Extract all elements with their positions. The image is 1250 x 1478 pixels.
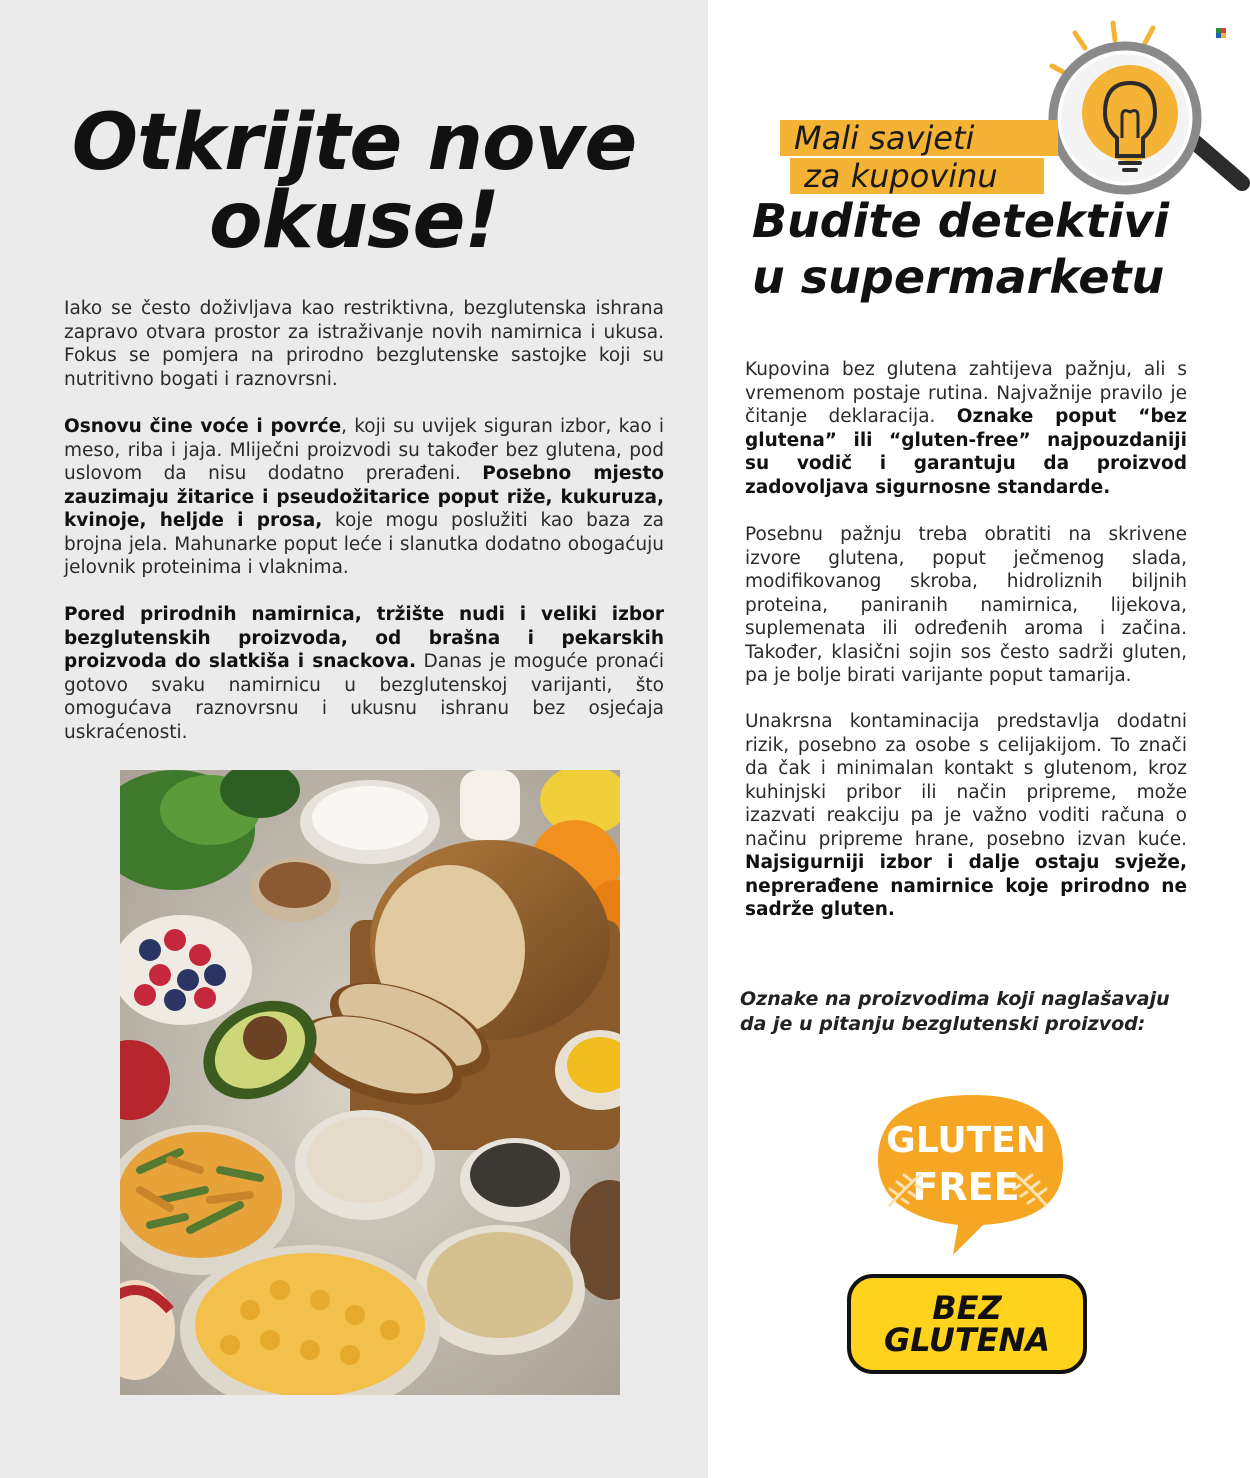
market-bold: Pored prirodnih namirnica, tržište nudi i veliki izbor bezglutenskih proizvoda, od brašna i pekarskih proizvoda do slatkiša i snackova. bbox=[64, 604, 664, 672]
bez-glutena-badge bbox=[847, 1274, 1087, 1374]
basics-bold-2: Posebno mjesto zauzimaju žitarice i pseudožitarice poput riže, kukuruza, kvinoje, heljde i prosa, bbox=[64, 463, 664, 531]
market-text: Danas je moguće pronaći gotovo svaku namirnicu u bezglutenskoj varijanti, što omogućava raznovrsnu i ukusnu ishranu bez osjećaja uskraćenosti. bbox=[64, 651, 665, 743]
gluten-free-badge-icon bbox=[858, 1090, 1068, 1260]
basics-paragraph bbox=[64, 415, 664, 580]
declarations-paragraph bbox=[745, 358, 1187, 499]
food-photo bbox=[120, 770, 620, 1395]
contamination-bold: Najsigurniji izbor i dalje ostaju svježe, neprerađene namirnice koje prirodno ne sadrže gluten. bbox=[745, 852, 1187, 920]
logo-mark-icon bbox=[1216, 28, 1226, 38]
market-paragraph bbox=[64, 603, 664, 744]
basics-text-2: koje mogu poslužiti kao baza za brojna jela. Mahunarke poput leće i slanutka dodatno obogaćuju jelovnik proteinima i vlaknima. bbox=[64, 510, 664, 578]
gluten-free-line2: FREE bbox=[912, 1165, 1020, 1209]
gluten-free-line1: GLUTEN bbox=[886, 1120, 1046, 1161]
bez-glutena-line2: GLUTENA bbox=[883, 1321, 1051, 1359]
bez-glutena-line1: BEZ bbox=[932, 1289, 1002, 1327]
declarations-bold: Oznake poput “bez glutena” ili “gluten-free” najpouzdaniji su vodič i garantuju da proizvod zadovoljava sigurnosne standarde. bbox=[745, 406, 1187, 498]
labels-heading-line1: Oznake na proizvodima koji naglašavaju bbox=[740, 988, 1170, 1010]
section-title-line1: Budite detektivi bbox=[752, 194, 1170, 248]
page-title-line1: Otkrijte nove bbox=[71, 98, 637, 188]
page-title-line2: okuse! bbox=[209, 176, 499, 266]
basics-bold-1: Osnovu čine voće i povrće bbox=[64, 416, 342, 437]
contamination-text: Unakrsna kontaminacija predstavlja dodatni rizik, posebno za osobe s celijakijom. To znači da čak i minimalan kontakt s glutenom, kroz kuhinjski pribor ili način pripreme, može izazvati reakciju pa je važno voditi računa o načinu pripreme hrane, posebno izvan kuće. bbox=[745, 711, 1187, 850]
labels-heading-line2: da je u pitanju bezglutenski proizvod: bbox=[740, 1013, 1146, 1035]
contamination-paragraph bbox=[745, 710, 1187, 922]
intro-paragraph: Iako se često doživljava kao restriktivna, bezglutenska ishrana zapravo otvara prostor za istraživanje novih namirnica i ukusa. Fokus se pomjera na prirodno bezglutenske sastojke koji su nutritivno bogati i raznovrsni. bbox=[64, 298, 664, 390]
declarations-text: Kupovina bez glutena zahtijeva pažnju, ali s vremenom postaje rutina. Najvažnije pravilo je čitanje deklaracija. bbox=[745, 359, 1187, 427]
hidden-sources-paragraph: Posebnu pažnju treba obratiti na skrivene izvore glutena, poput ječmenog slada, modifikovanog skroba, hidroliznih biljnih proteina, paniranih namirnica, lijekova, suplemenata ili određenih aroma i začina. Također, klasični sojin sos često sadrži gluten, pa je bolje birati varijante poput tamarija. bbox=[745, 524, 1187, 686]
basics-text-1: , koji su uvijek siguran izbor, kao i meso, riba i jaja. Mliječni proizvodi su također bez glutena, pod uslovom da nisu dodatno prerađeni. bbox=[64, 416, 664, 484]
tips-tag-line1: Mali savjeti bbox=[780, 120, 1058, 156]
labels-heading bbox=[740, 987, 1210, 1037]
section-title-line2: u supermarketu bbox=[752, 250, 1165, 304]
magnifier-lightbulb-icon bbox=[1030, 18, 1250, 208]
tips-tag-line2: za kupovinu bbox=[790, 158, 1044, 194]
